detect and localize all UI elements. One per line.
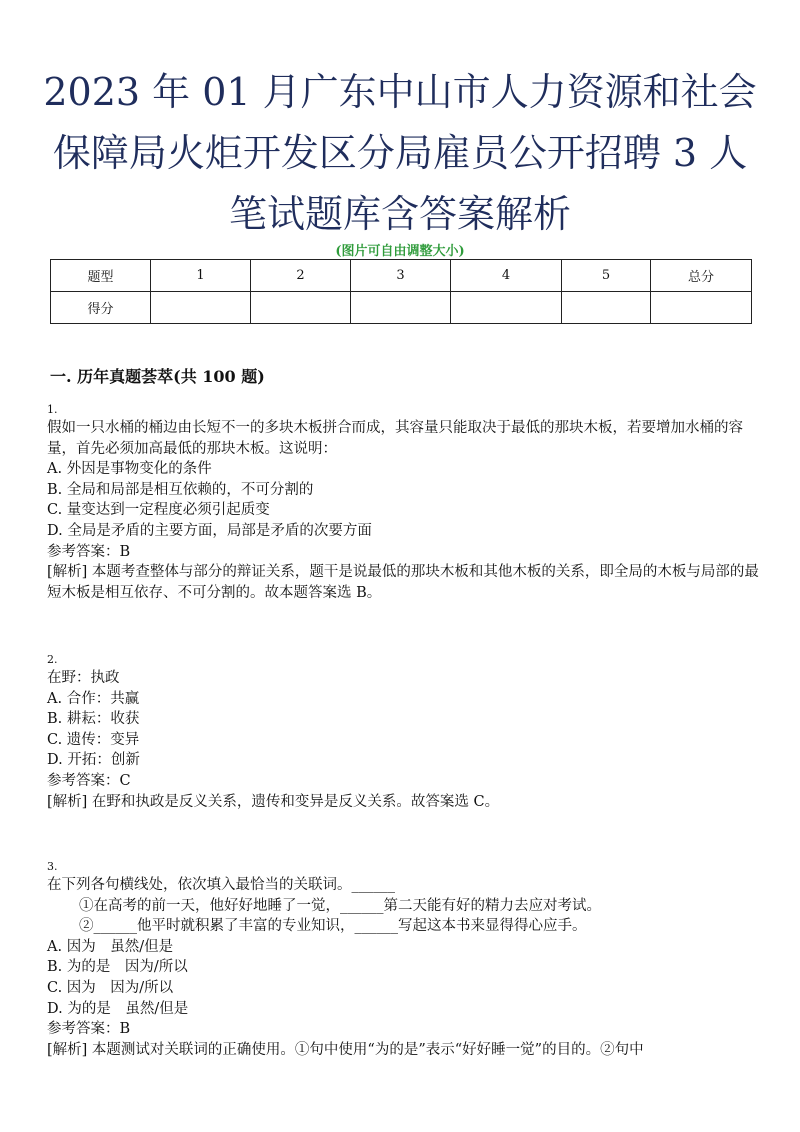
- score-header-cell: 1: [151, 260, 251, 292]
- score-header-cell: 总分: [651, 260, 752, 292]
- score-cell: [651, 292, 752, 324]
- score-header-cell: 3: [351, 260, 451, 292]
- question-stem: 假如一只水桶的桶边由长短不一的多块木板拼合而成，其容量只能取决于最低的那块木板，若要增加水桶的容量，首先必须加高最低的那块木板。这说明：: [47, 420, 743, 457]
- option: C. 因为 因为/所以: [47, 979, 174, 996]
- answer: 参考答案：C: [47, 772, 131, 789]
- option: C. 遗传：变异: [47, 731, 140, 748]
- option: A. 合作：共赢: [47, 690, 140, 707]
- score-cell: [151, 292, 251, 324]
- option: D. 为的是 虽然/但是: [47, 1000, 189, 1017]
- title-line-3: 笔试题库含答案解析: [228, 192, 571, 236]
- option: D. 开拓：创新: [47, 752, 140, 769]
- question-number: 1.: [47, 403, 58, 416]
- option: B. 为的是 因为/所以: [47, 959, 188, 976]
- score-header-cell: 题型: [51, 260, 151, 292]
- sub-item: ①在高考的前一天，他好好地睡了一觉，______第二天能有好的精力去应对考试。: [79, 897, 601, 914]
- sub-item: ②______他平时就积累了丰富的专业知识，______写起这本书来显得得心应手。: [79, 918, 587, 935]
- score-header-cell: 5: [562, 260, 651, 292]
- question-3: [47, 859, 759, 1060]
- question-number: 3.: [47, 860, 58, 873]
- title-line-1: 2023 年 01 月广东中山市人力资源和社会: [43, 70, 757, 114]
- question-2: [47, 652, 759, 812]
- option: B. 耕耘：收获: [47, 711, 140, 728]
- score-cell: [562, 292, 651, 324]
- answer: 参考答案：B: [47, 543, 131, 560]
- score-row-label: 得分: [51, 292, 151, 324]
- score-header-cell: 2: [251, 260, 351, 292]
- analysis: [解析] 本题测试对关联词的正确使用。①句中使用“为的是”表示“好好睡一觉”的目的。②句中: [47, 1041, 644, 1058]
- score-header-cell: 4: [451, 260, 562, 292]
- option: B. 全局和局部是相互依赖的，不可分割的: [47, 481, 314, 498]
- score-cell: [451, 292, 562, 324]
- answer: 参考答案：B: [47, 1021, 131, 1038]
- section-heading: 一. 历年真题荟萃(共 100 题): [50, 367, 265, 386]
- question-stem: 在野：执政: [47, 670, 120, 686]
- question-1: [47, 402, 759, 603]
- title-line-2: 保障局火炬开发区分局雇员公开招聘 3 人: [52, 131, 748, 175]
- analysis: [解析] 在野和执政是反义关系，遗传和变异是反义关系。故答案选 C。: [47, 793, 500, 810]
- question-stem: 在下列各句横线处，依次填入最恰当的关联词。______: [47, 877, 395, 893]
- analysis: [解析] 本题考查整体与部分的辩证关系，题干是说最低的那块木板和其他木板的关系，即全局的木板与局部的最短木板是相互依存、不可分割的。故本题答案选 B。: [47, 564, 759, 601]
- score-cell: [251, 292, 351, 324]
- option: D. 全局是矛盾的主要方面，局部是矛盾的次要方面: [47, 522, 372, 539]
- document-title: [40, 62, 760, 245]
- option: A. 外因是事物变化的条件: [47, 461, 212, 478]
- score-table-score-row: [51, 292, 752, 324]
- subtitle: (图片可自由调整大小): [335, 244, 465, 259]
- score-table: [50, 259, 752, 324]
- score-table-header-row: [51, 260, 752, 292]
- score-cell: [351, 292, 451, 324]
- question-number: 2.: [47, 653, 58, 666]
- option: C. 量变达到一定程度必须引起质变: [47, 502, 270, 519]
- option: A. 因为 虽然/但是: [47, 938, 174, 955]
